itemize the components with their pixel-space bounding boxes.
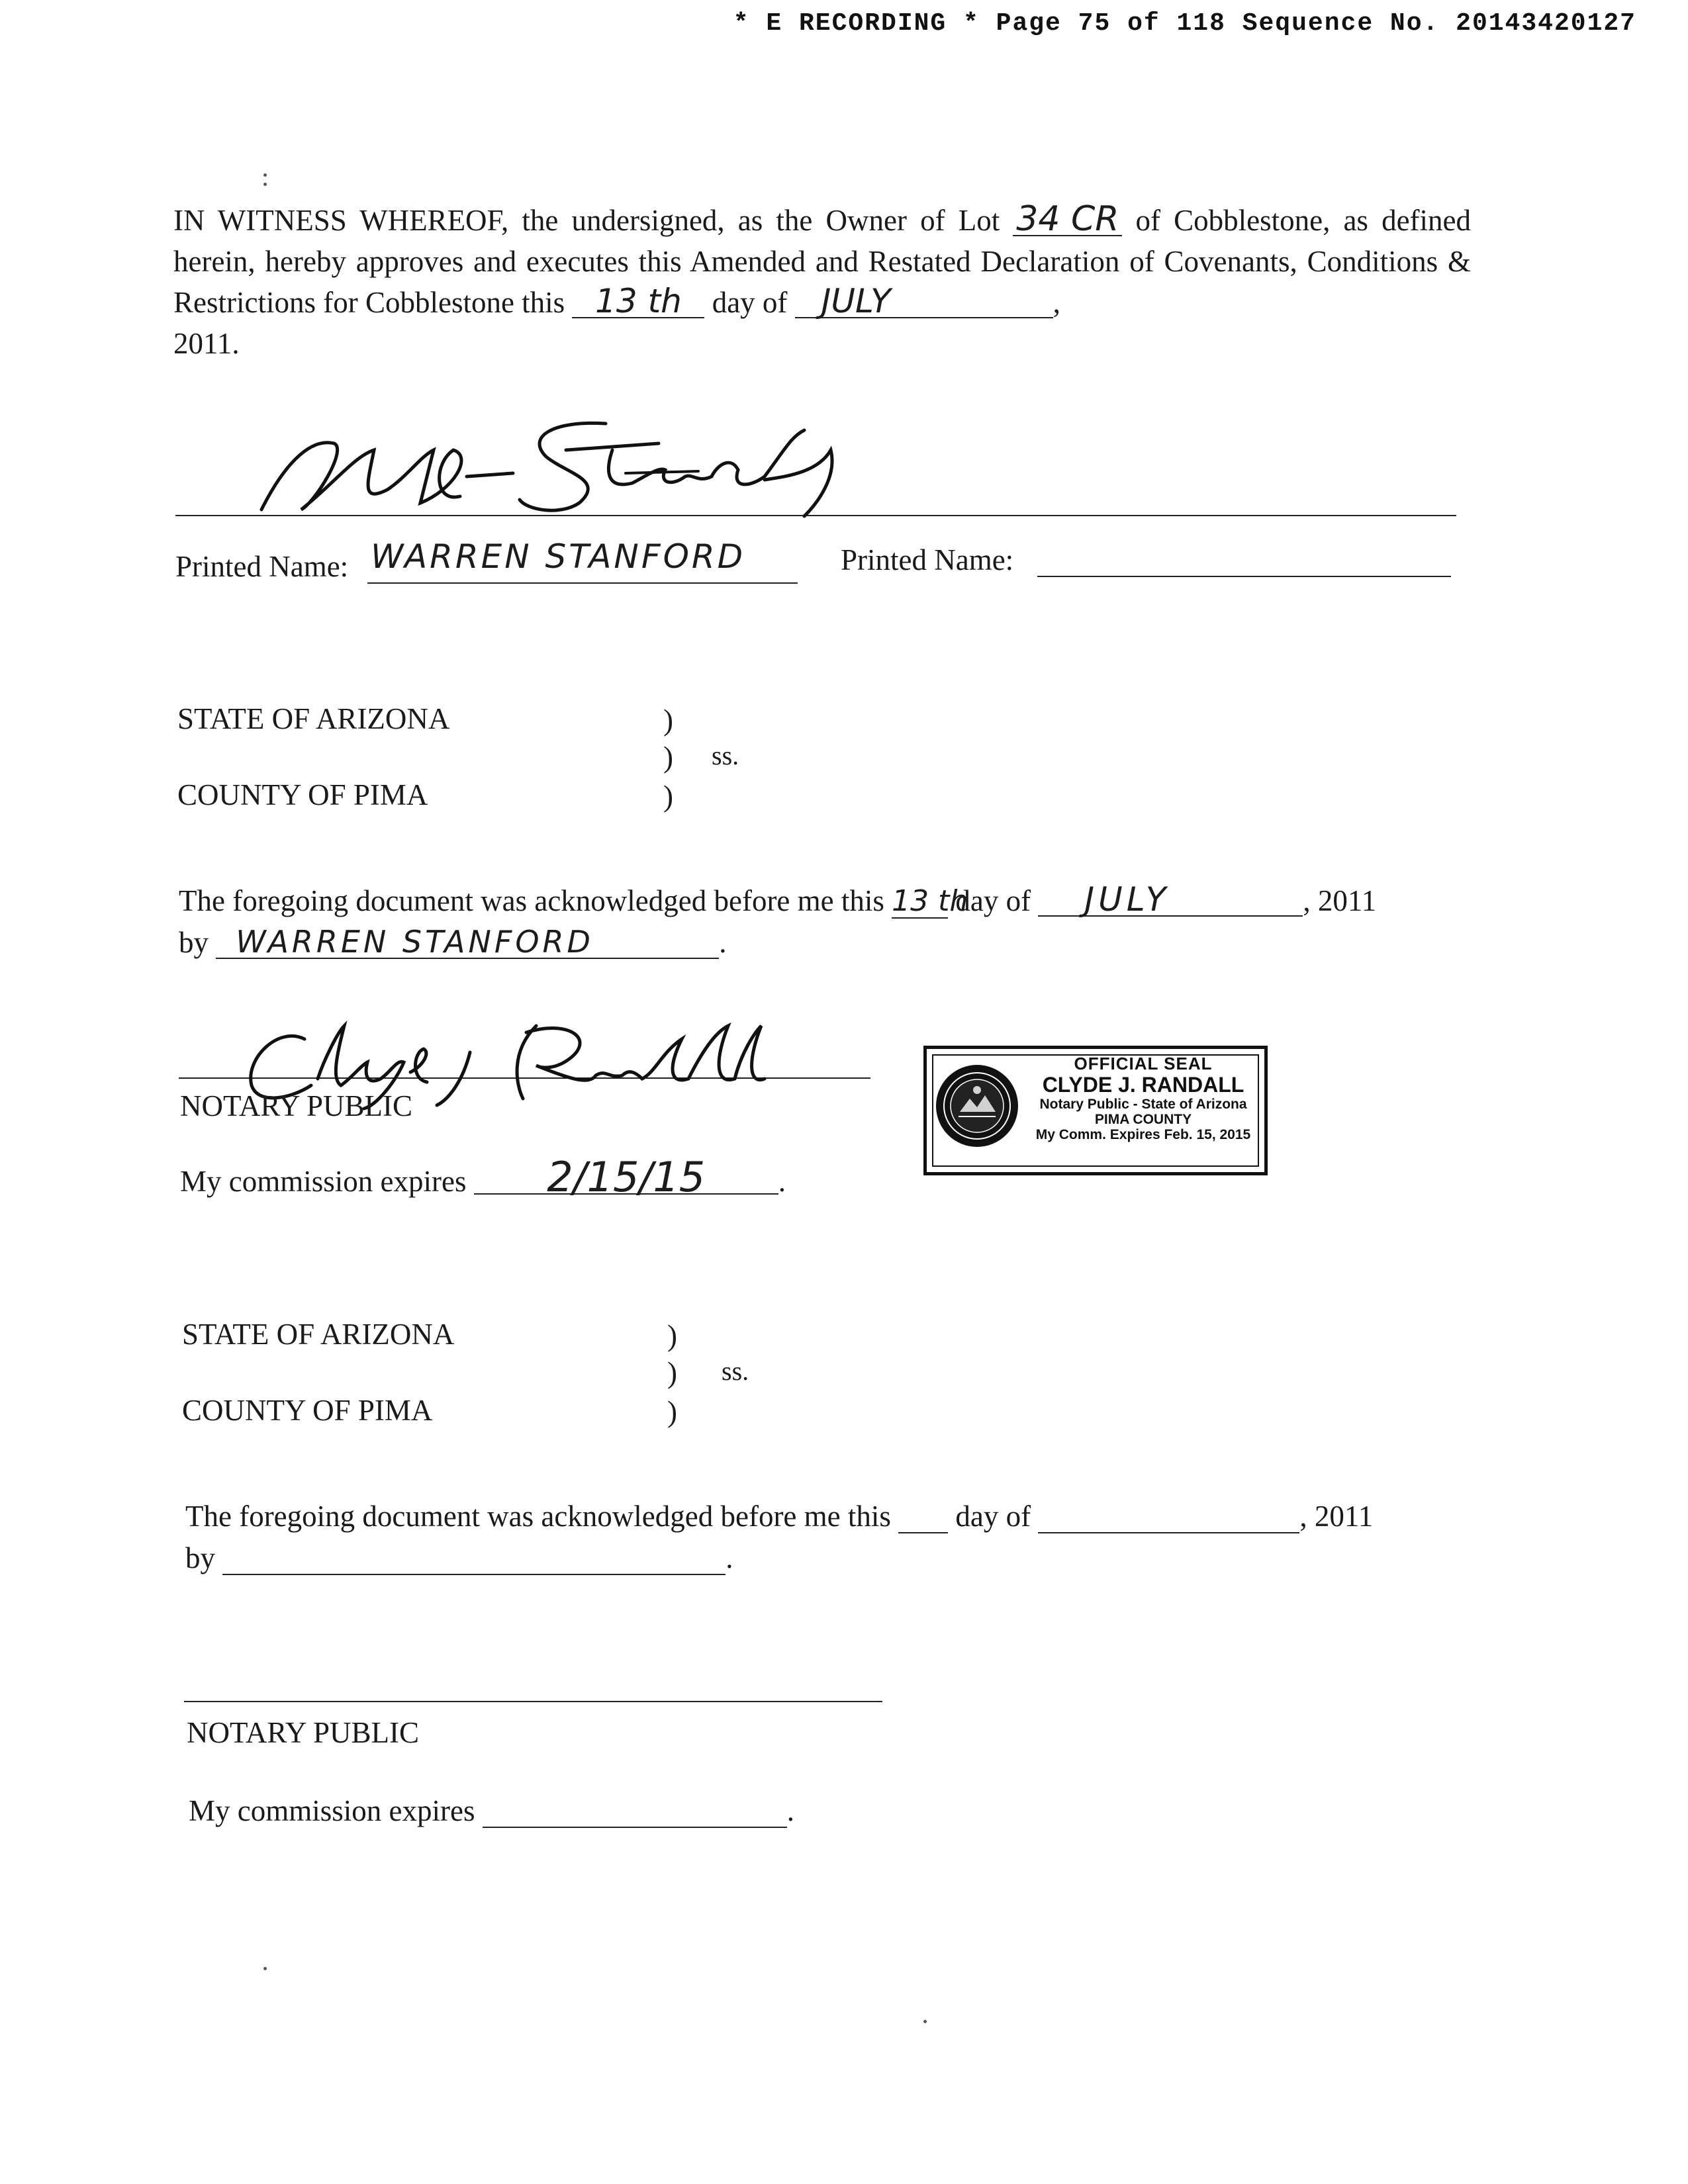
seal-title: OFFICIAL SEAL	[1074, 1054, 1213, 1073]
ack1-commission-label: My commission expires	[180, 1165, 467, 1198]
ack1-commission-handwritten: 2/15/15	[547, 1153, 706, 1201]
seal-name: CLYDE J. RANDALL	[1042, 1072, 1244, 1097]
lot-number-handwritten: 34 CR	[1016, 199, 1119, 239]
seal-text-block	[1026, 1054, 1260, 1142]
ack1-ss: ss.	[712, 741, 739, 770]
ack2-by-label: by	[185, 1541, 215, 1574]
lot-number-fill	[1013, 199, 1122, 239]
ack2-notary-line	[184, 1701, 882, 1702]
day-fill	[572, 282, 704, 320]
ack2-paren-2: )	[667, 1356, 677, 1389]
owner-signature	[235, 410, 877, 533]
seal-line-1: Notary Public - State of Arizona	[1039, 1096, 1247, 1112]
ack2-by-blank	[222, 1542, 726, 1575]
ack1-by-handwritten: WARREN STANFORD	[236, 924, 594, 960]
month-fill	[795, 282, 1053, 320]
witness-text-1: IN WITNESS WHEREOF, the undersigned, as the Owner of Lot	[173, 204, 1000, 237]
witness-text-4: ,	[1053, 286, 1060, 319]
scan-speck	[263, 1967, 267, 1970]
ack2-ss: ss.	[722, 1356, 749, 1386]
ack1-text-line	[179, 880, 1377, 919]
ack2-text-2: day of	[955, 1500, 1031, 1533]
ack1-month-fill	[1038, 880, 1303, 919]
ack1-commission-fill	[474, 1153, 778, 1201]
ack1-commission-end: .	[778, 1165, 786, 1198]
printed-name-line-1	[367, 582, 798, 584]
ack2-by-end: .	[726, 1541, 733, 1574]
ack2-paren-3: )	[667, 1395, 677, 1428]
ack1-commission-line	[180, 1153, 786, 1201]
recording-header: * E RECORDING * Page 75 of 118 Sequence No. 20143420127	[733, 9, 1636, 38]
arizona-seal-emblem-icon	[933, 1062, 1021, 1150]
ack2-paren-1: )	[667, 1319, 677, 1352]
ack2-text-3: , 2011	[1299, 1500, 1374, 1533]
ack1-paren-3: )	[663, 780, 673, 813]
ack1-by-line	[179, 925, 727, 960]
ack2-month-blank	[1038, 1500, 1299, 1533]
printed-name-line-2	[1037, 576, 1451, 577]
ack2-text-1: The foregoing document was acknowledged before me this	[185, 1500, 891, 1533]
month-handwritten: JULY	[821, 282, 891, 320]
seal-line-3: My Comm. Expires Feb. 15, 2015	[1035, 1126, 1251, 1142]
ack1-paren-1: )	[663, 704, 673, 737]
ack2-day-blank	[898, 1500, 948, 1533]
ack1-by-end: .	[719, 926, 727, 959]
witness-text-2: of Cobblestone, as defined herein, hereby approves and executes this Amended and Restated Declaration of Covenants, Conditions & Restrictions for Cobblestone this	[173, 204, 1472, 319]
ack2-commission-label: My commission expires	[189, 1794, 475, 1827]
printed-name-label-2: Printed Name:	[841, 543, 1014, 576]
ack1-state: STATE OF ARIZONA	[177, 702, 450, 735]
ack2-by-line	[185, 1541, 733, 1575]
printed-name-label-1: Printed Name:	[175, 550, 349, 583]
day-handwritten: 13 th	[595, 282, 682, 320]
ack1-county: COUNTY OF PIMA	[177, 778, 428, 811]
printed-name-value-1: WARREN STANFORD	[371, 537, 746, 576]
scan-speck	[263, 183, 267, 186]
ack2-county: COUNTY OF PIMA	[182, 1394, 433, 1427]
ack1-text-2: day of	[955, 884, 1031, 917]
ack1-text-1: The foregoing document was acknowledged before me this	[179, 884, 884, 917]
ack1-by-fill	[216, 926, 719, 959]
ack1-month-handwritten: JULY	[1084, 880, 1170, 919]
scan-speck	[263, 173, 267, 177]
owner-signature-graphic	[235, 410, 877, 529]
ack2-commission-line	[189, 1794, 794, 1828]
witness-year: 2011.	[173, 327, 240, 360]
ack2-commission-end: .	[786, 1794, 794, 1827]
ack1-paren-2: )	[663, 741, 673, 774]
ack1-notary-label: NOTARY PUBLIC	[180, 1089, 413, 1122]
ack1-day-handwritten: 13 th	[892, 884, 968, 918]
ack2-commission-blank	[483, 1795, 787, 1828]
ack1-day-fill	[892, 884, 968, 919]
scan-speck	[923, 2020, 927, 2023]
ack1-text-3: , 2011	[1303, 884, 1377, 917]
ack2-text-line	[185, 1499, 1373, 1533]
witness-text-3: day of	[712, 286, 788, 319]
ack2-notary-label: NOTARY PUBLIC	[187, 1716, 420, 1749]
notary-seal	[923, 1046, 1268, 1175]
witness-paragraph	[173, 200, 1471, 364]
seal-line-2: PIMA COUNTY	[1094, 1111, 1192, 1127]
ack2-state: STATE OF ARIZONA	[182, 1318, 455, 1351]
ack1-by-label: by	[179, 926, 209, 959]
